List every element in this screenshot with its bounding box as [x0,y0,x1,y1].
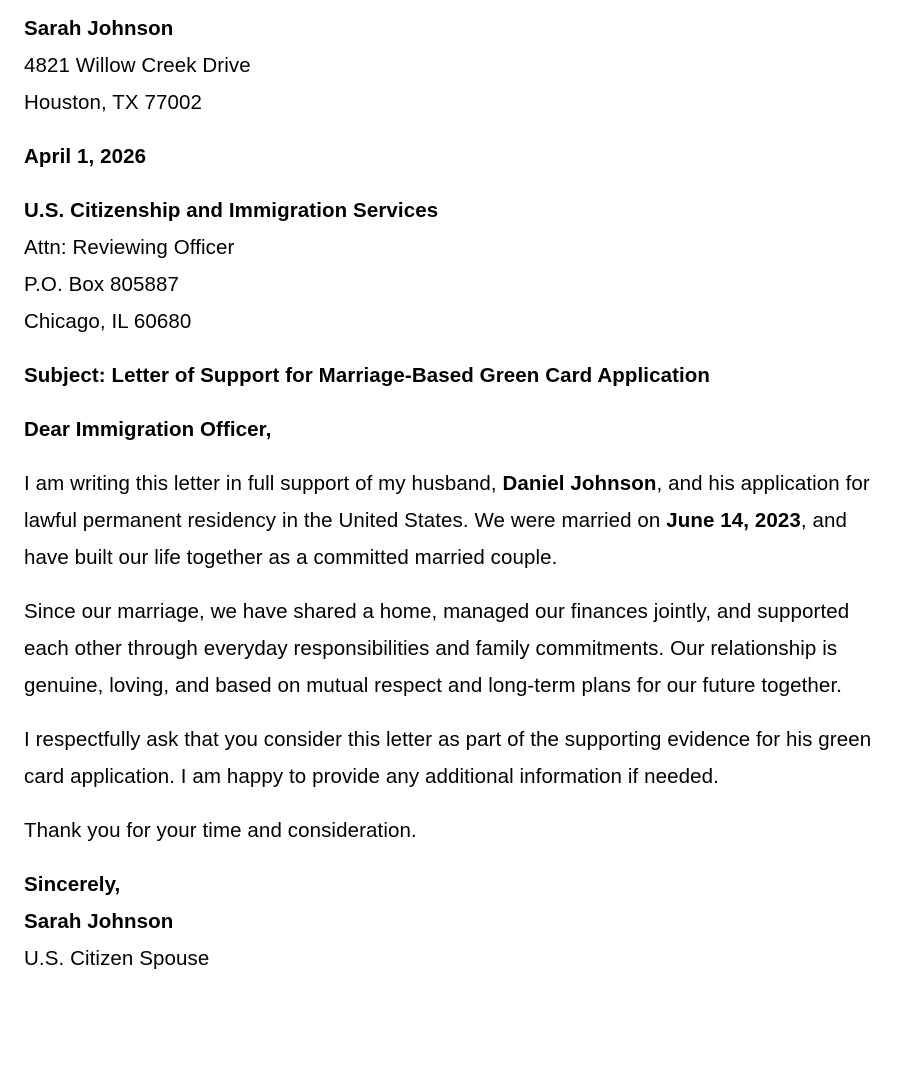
recipient-address-block [24,192,876,340]
body-paragraph-3: I respectfully ask that you consider this letter as part of the supporting evidence for his green card application. I am happy to provide any additional information if needed. [24,728,872,788]
signer-name: Sarah Johnson [24,910,174,933]
sender-street: 4821 Willow Creek Drive [24,54,251,77]
body-paragraph-4: Thank you for your time and consideration. [24,819,417,842]
paragraph-1-text-part-3: , and have built our life together as a committed married couple. [24,509,847,569]
spouse-name-emphasis: Daniel Johnson [502,472,657,495]
sender-city-state-zip: Houston, TX 77002 [24,91,202,114]
closing-line: Sincerely, [24,873,121,896]
sender-address-block [24,10,876,121]
salutation-line: Dear Immigration Officer, [24,418,272,441]
signature-block [24,866,876,977]
subject-block [24,357,876,394]
signer-role: U.S. Citizen Spouse [24,947,210,970]
marriage-date-emphasis: June 14, 2023 [666,509,801,532]
paragraph-1-text-part-1: I am writing this letter in full support of my husband, [24,472,503,495]
sender-name: Sarah Johnson [24,17,174,40]
salutation-block [24,411,876,448]
subject-line: Subject: Letter of Support for Marriage-Based Green Card Application [24,364,711,387]
recipient-city-state-zip: Chicago, IL 60680 [24,310,192,333]
letter-date-block [24,138,876,175]
recipient-po-box: P.O. Box 805887 [24,273,179,296]
body-paragraph-2: Since our marriage, we have shared a home, managed our finances jointly, and supported each other through everyday responsibilities and family commitments. Our relationship is genuine, loving, and based on mutual respect and long-term plans for our future together. [24,600,850,697]
recipient-attention: Attn: Reviewing Officer [24,236,235,259]
paragraph-1-text-part-2: , and his application for lawful permanent residency in the United States. We were married on [24,472,870,532]
recipient-organization: U.S. Citizenship and Immigration Services [24,199,439,222]
body-paragraph-1 [24,465,876,576]
letter-date: April 1, 2026 [24,145,147,168]
